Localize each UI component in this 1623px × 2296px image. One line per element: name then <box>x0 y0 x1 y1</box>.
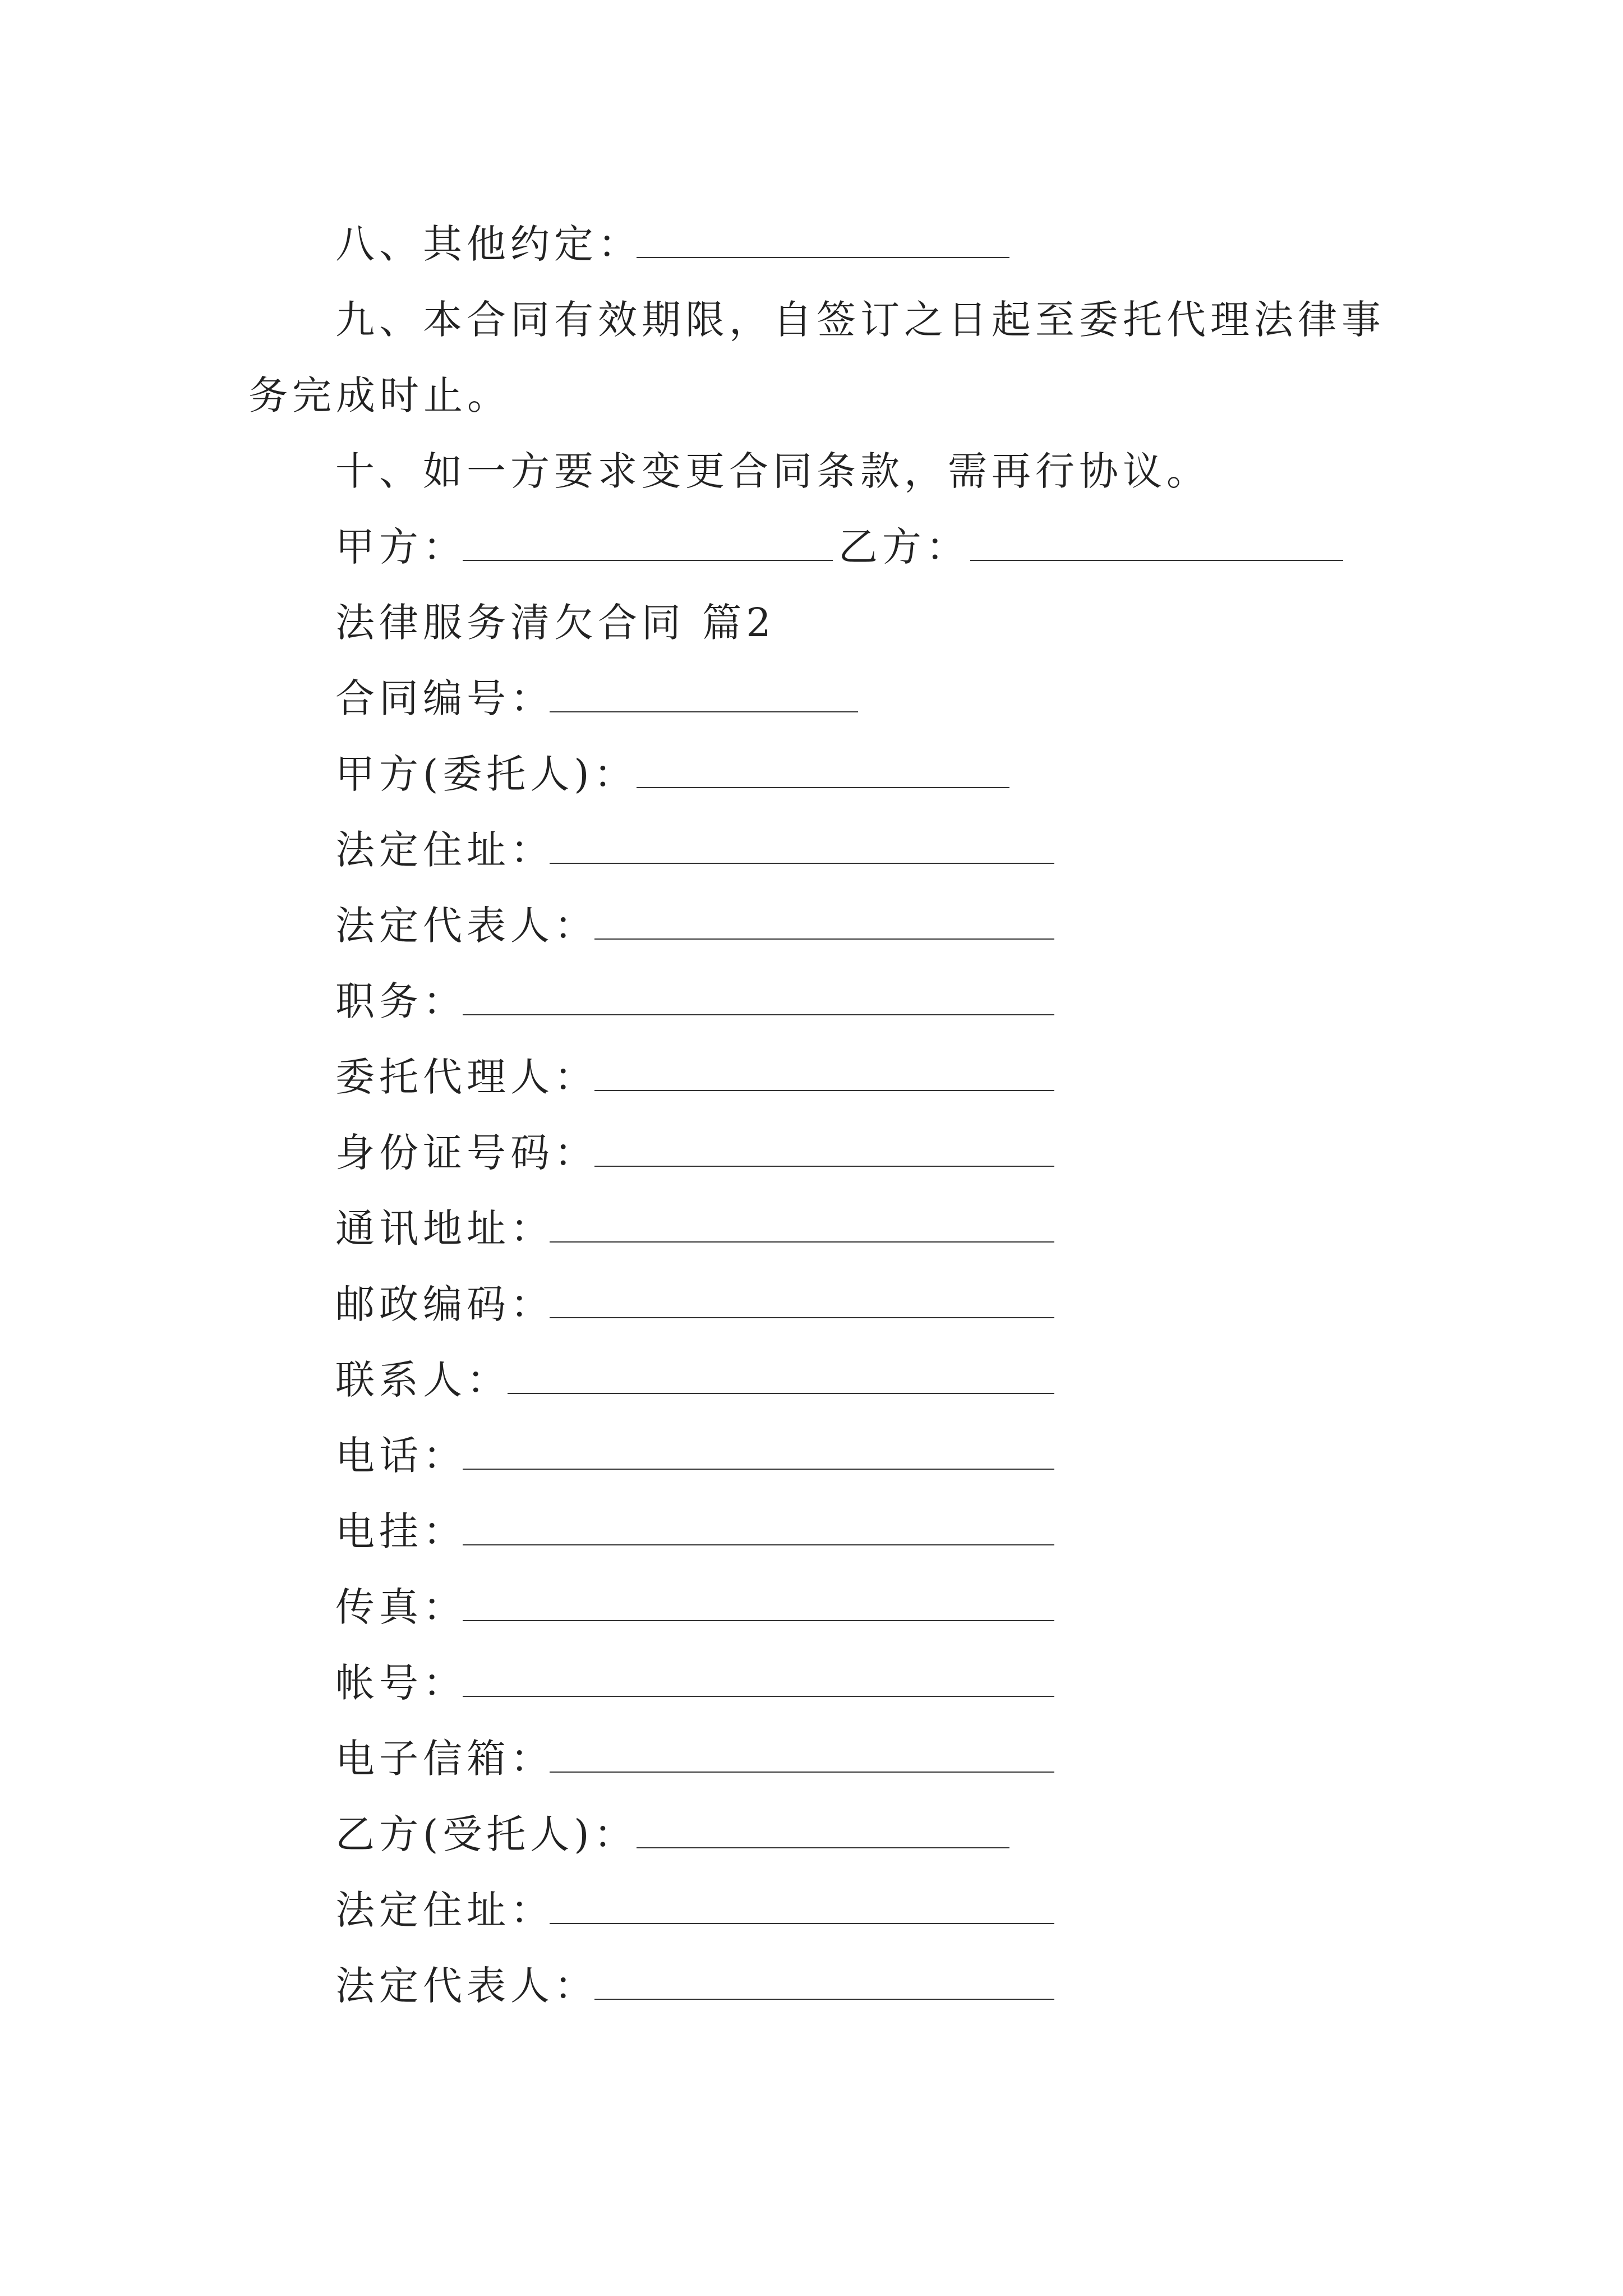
party-a-field-row <box>0 1198 1623 1259</box>
party-a-field-label: 法定住址： <box>335 827 554 873</box>
party-a-field-row <box>0 1273 1623 1335</box>
party-a-field-row <box>0 1728 1623 1789</box>
party-a-field-row <box>0 1652 1623 1714</box>
party-b-field-row <box>0 1879 1623 1941</box>
party-a-field-blank[interactable] <box>594 1166 1054 1167</box>
clause-9-text-2: 务完成时止。 <box>248 372 511 418</box>
signature-line <box>0 516 1623 578</box>
party-a-field-row <box>0 1122 1623 1184</box>
clause-9-line-1 <box>0 289 1623 351</box>
party-a-field-label: 通讯地址： <box>335 1205 554 1251</box>
party-a-field-blank[interactable] <box>594 1090 1054 1091</box>
party-b-field-label: 法定代表人： <box>335 1963 598 2009</box>
clause-9-line-2 <box>0 365 1623 426</box>
clause-8-line <box>0 213 1623 275</box>
party-a-field-blank[interactable] <box>594 938 1054 940</box>
party-a-field-label: 电子信箱： <box>335 1736 554 1782</box>
party-b-heading-line <box>0 1803 1623 1865</box>
contract-number-blank[interactable] <box>550 711 858 712</box>
contract-number-line <box>0 668 1623 729</box>
party-b-signature-label: 乙方： <box>838 524 970 570</box>
party-a-field-label: 职务： <box>335 978 467 1024</box>
clause-9-text-1: 九、本合同有效期限，自签订之日起至委托代理法律事 <box>335 297 1385 343</box>
party-a-field-row <box>0 1046 1623 1108</box>
contract-number-label: 合同编号： <box>335 675 554 721</box>
party-a-field-label: 电话： <box>335 1433 467 1479</box>
section-title-line <box>0 592 1623 654</box>
clause-10-text: 十、如一方要求变更合同条款，需再行协议。 <box>335 448 1210 494</box>
party-a-heading: 甲方(委托人)： <box>335 751 638 797</box>
party-a-field-label: 电挂： <box>335 1508 467 1554</box>
party-a-signature-blank[interactable] <box>463 560 833 561</box>
party-a-field-label: 法定代表人： <box>335 903 598 949</box>
party-b-field-row <box>0 1955 1623 2017</box>
party-b-heading-blank[interactable] <box>637 1847 1009 1848</box>
party-a-field-label: 委托代理人： <box>335 1054 598 1100</box>
party-a-field-row <box>0 1425 1623 1487</box>
party-b-heading: 乙方(受托人)： <box>335 1811 638 1857</box>
party-a-field-blank[interactable] <box>463 1014 1054 1015</box>
clause-8-blank[interactable] <box>637 257 1009 258</box>
party-a-field-row <box>0 1576 1623 1638</box>
party-a-field-row <box>0 970 1623 1032</box>
party-a-field-row <box>0 819 1623 881</box>
party-a-field-blank[interactable] <box>463 1620 1054 1621</box>
party-a-field-blank[interactable] <box>550 1317 1054 1318</box>
party-a-field-label: 联系人： <box>335 1357 510 1403</box>
party-a-field-blank[interactable] <box>508 1393 1054 1394</box>
party-a-field-row <box>0 1501 1623 1562</box>
party-a-field-label: 传真： <box>335 1584 467 1630</box>
party-a-field-blank[interactable] <box>463 1696 1054 1697</box>
party-b-signature-blank[interactable] <box>970 560 1343 561</box>
party-b-field-blank[interactable] <box>594 1999 1054 2000</box>
party-a-field-row <box>0 1349 1623 1411</box>
party-a-field-blank[interactable] <box>463 1544 1054 1545</box>
party-a-field-row <box>0 895 1623 956</box>
party-b-field-blank[interactable] <box>550 1923 1054 1924</box>
party-a-field-blank[interactable] <box>550 863 1054 864</box>
party-b-field-label: 法定住址： <box>335 1887 554 1933</box>
party-a-field-blank[interactable] <box>463 1469 1054 1470</box>
clause-10-line <box>0 440 1623 502</box>
party-a-field-label: 帐号： <box>335 1660 467 1706</box>
party-a-signature-label: 甲方： <box>335 524 467 570</box>
party-a-field-blank[interactable] <box>550 1241 1054 1243</box>
party-a-heading-blank[interactable] <box>637 787 1009 788</box>
clause-8-label: 八、其他约定： <box>335 221 642 267</box>
party-a-field-blank[interactable] <box>550 1772 1054 1773</box>
party-a-field-label: 身份证号码： <box>335 1130 598 1176</box>
party-a-heading-line <box>0 743 1623 805</box>
party-a-field-label: 邮政编码： <box>335 1281 554 1327</box>
section-title: 法律服务清欠合同 篇2 <box>335 600 776 646</box>
